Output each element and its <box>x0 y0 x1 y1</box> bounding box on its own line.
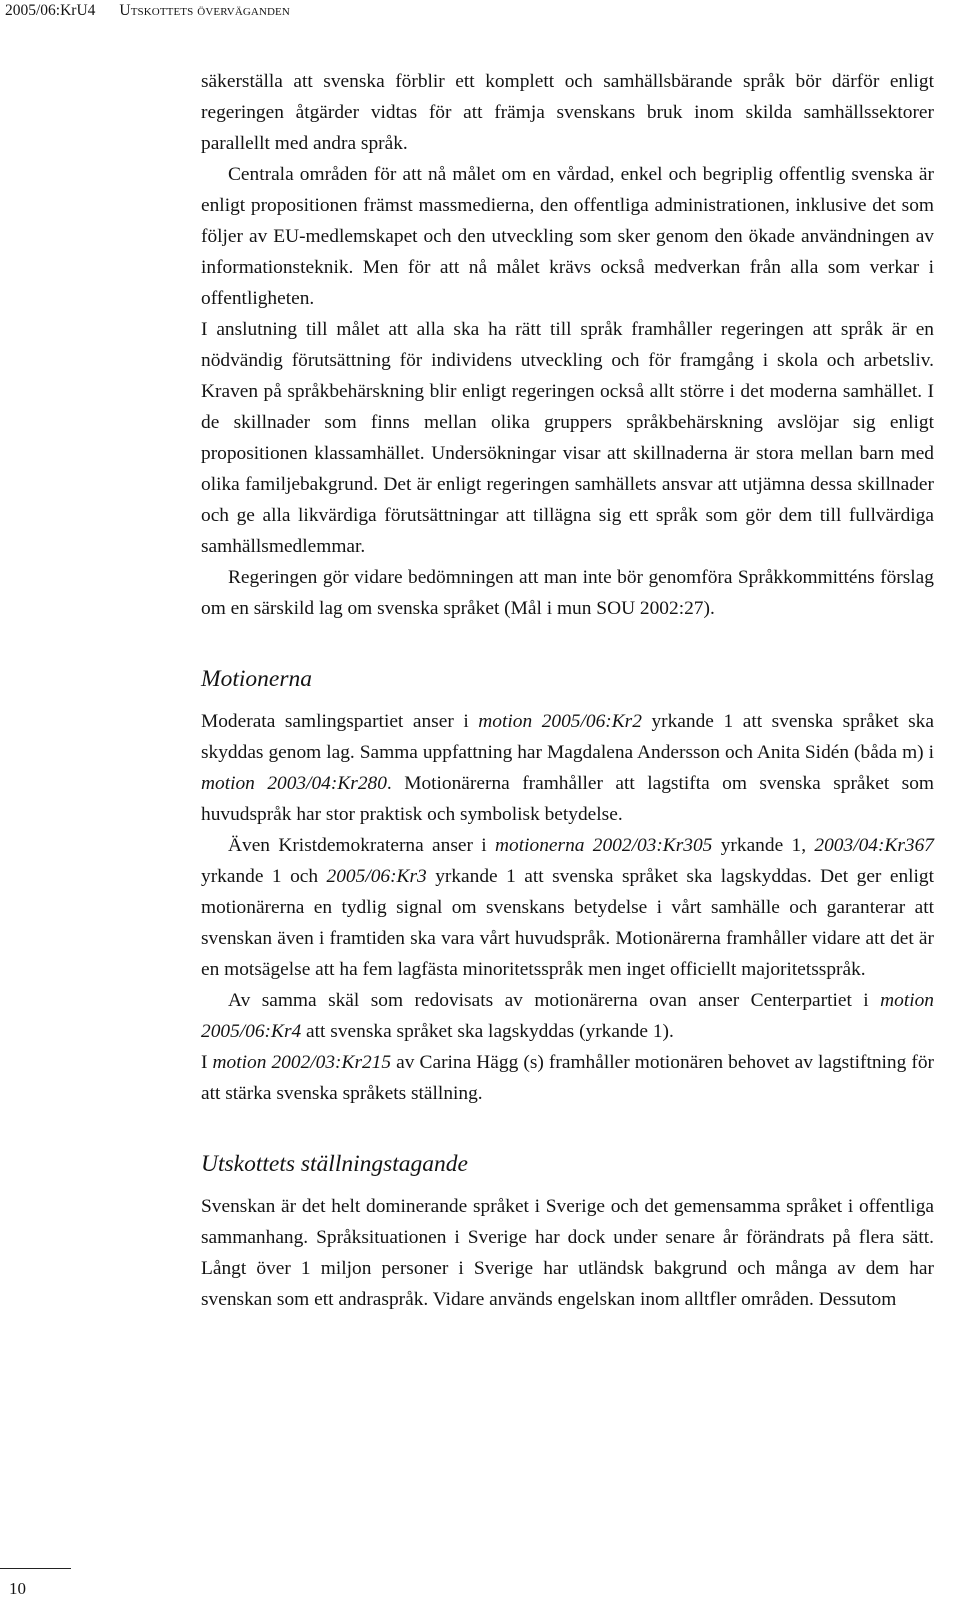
footer-rule <box>0 1568 71 1569</box>
motion-paragraph: Även Kristdemokraterna anser i motionerna 2002/03:Kr305 yrkande 1, 2003/04:Kr367 yrkande 1 och 2005/06:Kr3 yrkande 1 att svenska språket ska lagskyddas. Det ger enligt motionärerna en tydlig signal om svenskans betydelse i vårt samhälle och garanterar att svenskan även i framtiden ska vara vårt huvudspråk. Motionärerna framhåller vidare att det är en motsägelse att ha fem lagfästa minoritetsspråk men inget officiellt majoritetsspråk. <box>201 835 935 980</box>
motion-reference: motion 2005/06:Kr2 <box>478 711 642 732</box>
motion-reference: motion 2002/03:Kr215 <box>212 1052 392 1073</box>
motion-reference: motion 2003/04:Kr280 <box>201 773 387 794</box>
paragraph: Centrala områden för att nå målet om en vårdad, enkel och begriplig offentlig svenska är enligt propositionen främst massmedierna, den offentliga administrationen, inklusive det som följer av EU-medlemskapet och den utveckling som sker genom den ökade användningen av informationsteknik. Men för att nå målet krävs också medverkan från alla som verkar i offentligheten. <box>201 164 934 309</box>
paragraph: I anslutning till målet att alla ska ha rätt till språk framhåller regeringen att språk är en nödvändig förutsättning för individens utveckling och för framgång i skola och arbetsliv. Kraven på språkbehärskning blir enligt regeringen också allt större i det moderna samhället. I de skillnader som finns mellan olika gruppers språkbehärskning avslöjar sig enligt propositionen klassamhället. Undersökningar visar att skillnaderna är stora mellan barn med olika familjebakgrund. Det är enligt regeringen samhällets ansvar att utjämna dessa skillnader och ge alla likvärdiga förutsättningar att tillägna sig ett språk som gör dem till fullvärdiga samhällsmedlemmar. <box>201 319 934 557</box>
motion-reference: 2005/06:Kr3 <box>326 866 427 887</box>
section-title: Utskottets överväganden <box>119 2 290 19</box>
motion-reference: 2003/04:Kr367 <box>814 835 934 856</box>
body-text <box>201 66 934 1315</box>
paragraph: Svenskan är det helt dominerande språket i Sverige och det gemensamma språket i offentliga sammanhang. Språksituationen i Sverige har dock under senare år förändrats på flera sätt. Långt över 1 miljon personer i Sverige har utländsk bakgrund och många av dem har svenskan som ett andraspråk. Vidare används engelskan inom alltfler områden. Dessutom <box>201 1196 934 1310</box>
motion-reference: motionerna 2002/03:Kr305 <box>495 835 713 856</box>
section-heading-committee: Utskottets ställningstagande <box>201 1151 468 1177</box>
page-number: 10 <box>9 1579 26 1598</box>
motion-reference: motion 2005/06:Kr4 <box>201 990 934 1042</box>
motion-paragraph: I motion 2002/03:Kr215 av Carina Hägg (s) framhåller motionären behovet av lagstiftning för att stärka svenska språkets ställning. <box>201 1052 934 1104</box>
running-header <box>5 2 290 20</box>
section-heading-motions: Motionerna <box>201 666 312 692</box>
paragraph: säkerställa att svenska förblir ett komplett och samhällsbärande språk bör därför enligt regeringen åtgärder vidtas för att främja svenskans bruk inom skilda samhällssektorer parallellt med andra språk. <box>201 71 934 154</box>
document-id: 2005/06:KrU4 <box>5 2 96 19</box>
motion-paragraph: Moderata samlingspartiet anser i motion 2005/06:Kr2 yrkande 1 att svenska språket ska skyddas genom lag. Samma uppfattning har Magdalena Andersson och Anita Sidén (båda m) i motion 2003/04:Kr280. Motionärerna framhåller att lagstifta om svenska språket som huvudspråk har stor praktisk och symbolisk betydelse. <box>201 711 935 825</box>
motion-paragraph: Av samma skäl som redovisats av motionärerna ovan anser Centerpartiet i motion 2005/06:Kr4 att svenska språket ska lagskyddas (yrkande 1). <box>201 990 934 1042</box>
paragraph: Regeringen gör vidare bedömningen att man inte bör genomföra Språkkommitténs förslag om en särskild lag om svenska språket (Mål i mun SOU 2002:27). <box>201 567 934 619</box>
